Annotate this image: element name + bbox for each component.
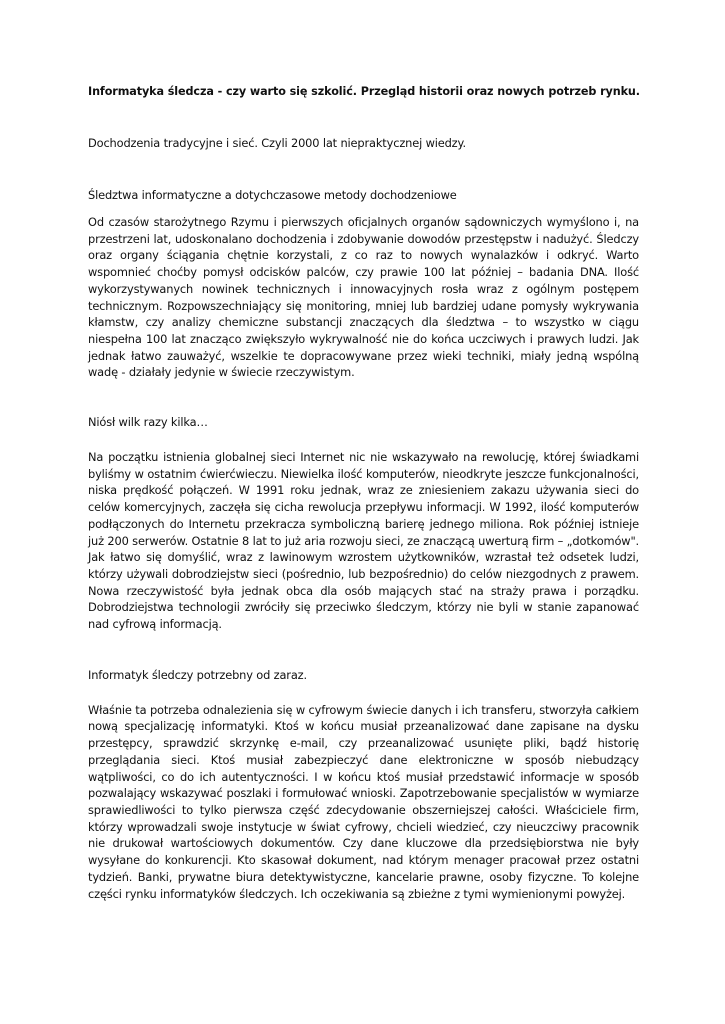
document-title: Informatyka śledcza - czy warto się szkolić. Przegląd historii oraz nowych potrzeb rynku. — [88, 85, 640, 98]
section-heading-sledztwa: Śledztwa informatyczne a dotychczasowe metody dochodzeniowe — [88, 188, 457, 202]
section-heading-informatyk: Informatyk śledczy potrzebny od zaraz. — [88, 667, 307, 682]
section-heading-niosl-wilk: Niósł wilk razy kilka… — [88, 415, 208, 430]
section-heading-dochodzenia: Dochodzenia tradycyjne i sieć. Czyli 2000 lat niepraktycznej wiedzy. — [88, 136, 466, 150]
section-paragraph-informatyk: Właśnie ta potrzeba odnalezienia się w cyfrowym świecie danych i ich transferu, stworzyła całkiem nową specjalizację informatyki. Ktoś w końcu musiał przeanalizować dane zapisane na dysku przestępcy, sprawdzić skrzynkę e-mail, czy przeanalizować usunięte pliki, bądź historię przeglądania sieci. Ktoś musiał zabezpieczyć dane elektroniczne w sposób niebudzący wątpliwości, co do ich autentyczności. I w końcu ktoś musiał przedstawić informacje w sposób pozwalający wskazywać poszlaki i formułować wnioski. Zapotrzebowanie specjalistów w wymiarze sprawiedliwości to tylko pierwsza część zdecydowanie obszerniejszej całości. Właściciele firm, którzy wprowadzali swoje instytucje w świat cyfrowy, chcieli wiedzieć, czy nieuczciwy pracownik nie drukował wartościowych dokumentów. Czy dane kluczowe dla przedsiębiorstwa nie były wysyłane do konkurencji. Kto skasował dokument, nad którym menager pracował przez ostatni tydzień. Banki, prywatne biura detektywistyczne, kancelarie prawne, osoby fizyczne. To kolejne części rynku informatyków śledczych. Ich oczekiwania są zbieżne z tymi wymienionymi powyżej. — [88, 702, 639, 901]
section-paragraph-niosl-wilk: Na początku istnienia globalnej sieci Internet nic nie wskazywało na rewolucję, której świadkami byliśmy w ostatnim ćwierćwieczu. Niewielka ilość komputerów, nieodkryte jeszcze funkcjonalności, niska prędkość połączeń. W 1991 roku jednak, wraz ze zniesieniem zakazu używania sieci do celów komercyjnych, zaczęła się cicha rewolucja przepływu informacji. W 1992, ilość komputerów podłączonych do Internetu przekracza symboliczną barierę jednego miliona. Rok później istnieje już 200 serwerów. Ostatnie 8 lat to już aria rozwoju sieci, ze znaczącą uwerturą firm – „dotkomów". Jak łatwo się domyślić, wraz z lawinowym wzrostem użytkowników, wzrastał też odsetek ludzi, którzy używali dobrodziejstw sieci (pośrednio, lub bezpośrednio) do celów niezgodnych z prawem. Nowa rzeczywistość była jednak obca dla osób mających stać na straży prawa i porządku. Dobrodziejstwa technologii zwróciły się przeciwko śledczym, którzy nie byli w stanie zapanować nad cyfrową informacją. — [88, 450, 639, 632]
section-paragraph-sledztwa: Od czasów starożytnego Rzymu i pierwszych oficjalnych organów sądowniczych wymyślono i, na przestrzeni lat, udoskonalano dochodzenia i zdobywanie dowodów przestępstw i nadużyć. Śledczy oraz organy ściągania chętnie korzystali, z co raz to nowych wynalazków i odkryć. Warto wspomnieć choćby pomysł odcisków palców, czy prawie 100 lat później – badania DNA. Ilość wykorzystywanych nowinek technicznych i innowacyjnych rosła wraz z ogólnym postępem technicznym. Rozpowszechniający się monitoring, mniej lub bardziej udane pomysły wykrywania kłamstw, czy analizy chemiczne substancji znaczących dla śledztwa – to wszystko w ciągu niespełna 100 lat znacząco zwiększyło wykrywalność nie do końca uczciwych i prawych ludzi. Jak jednak łatwo zauważyć, wszelkie te dopracowywane przez wieki techniki, miały jedną wspólną wadę - działały jedynie w świecie rzeczywistym. — [88, 215, 639, 380]
document-body — [88, 84, 639, 902]
